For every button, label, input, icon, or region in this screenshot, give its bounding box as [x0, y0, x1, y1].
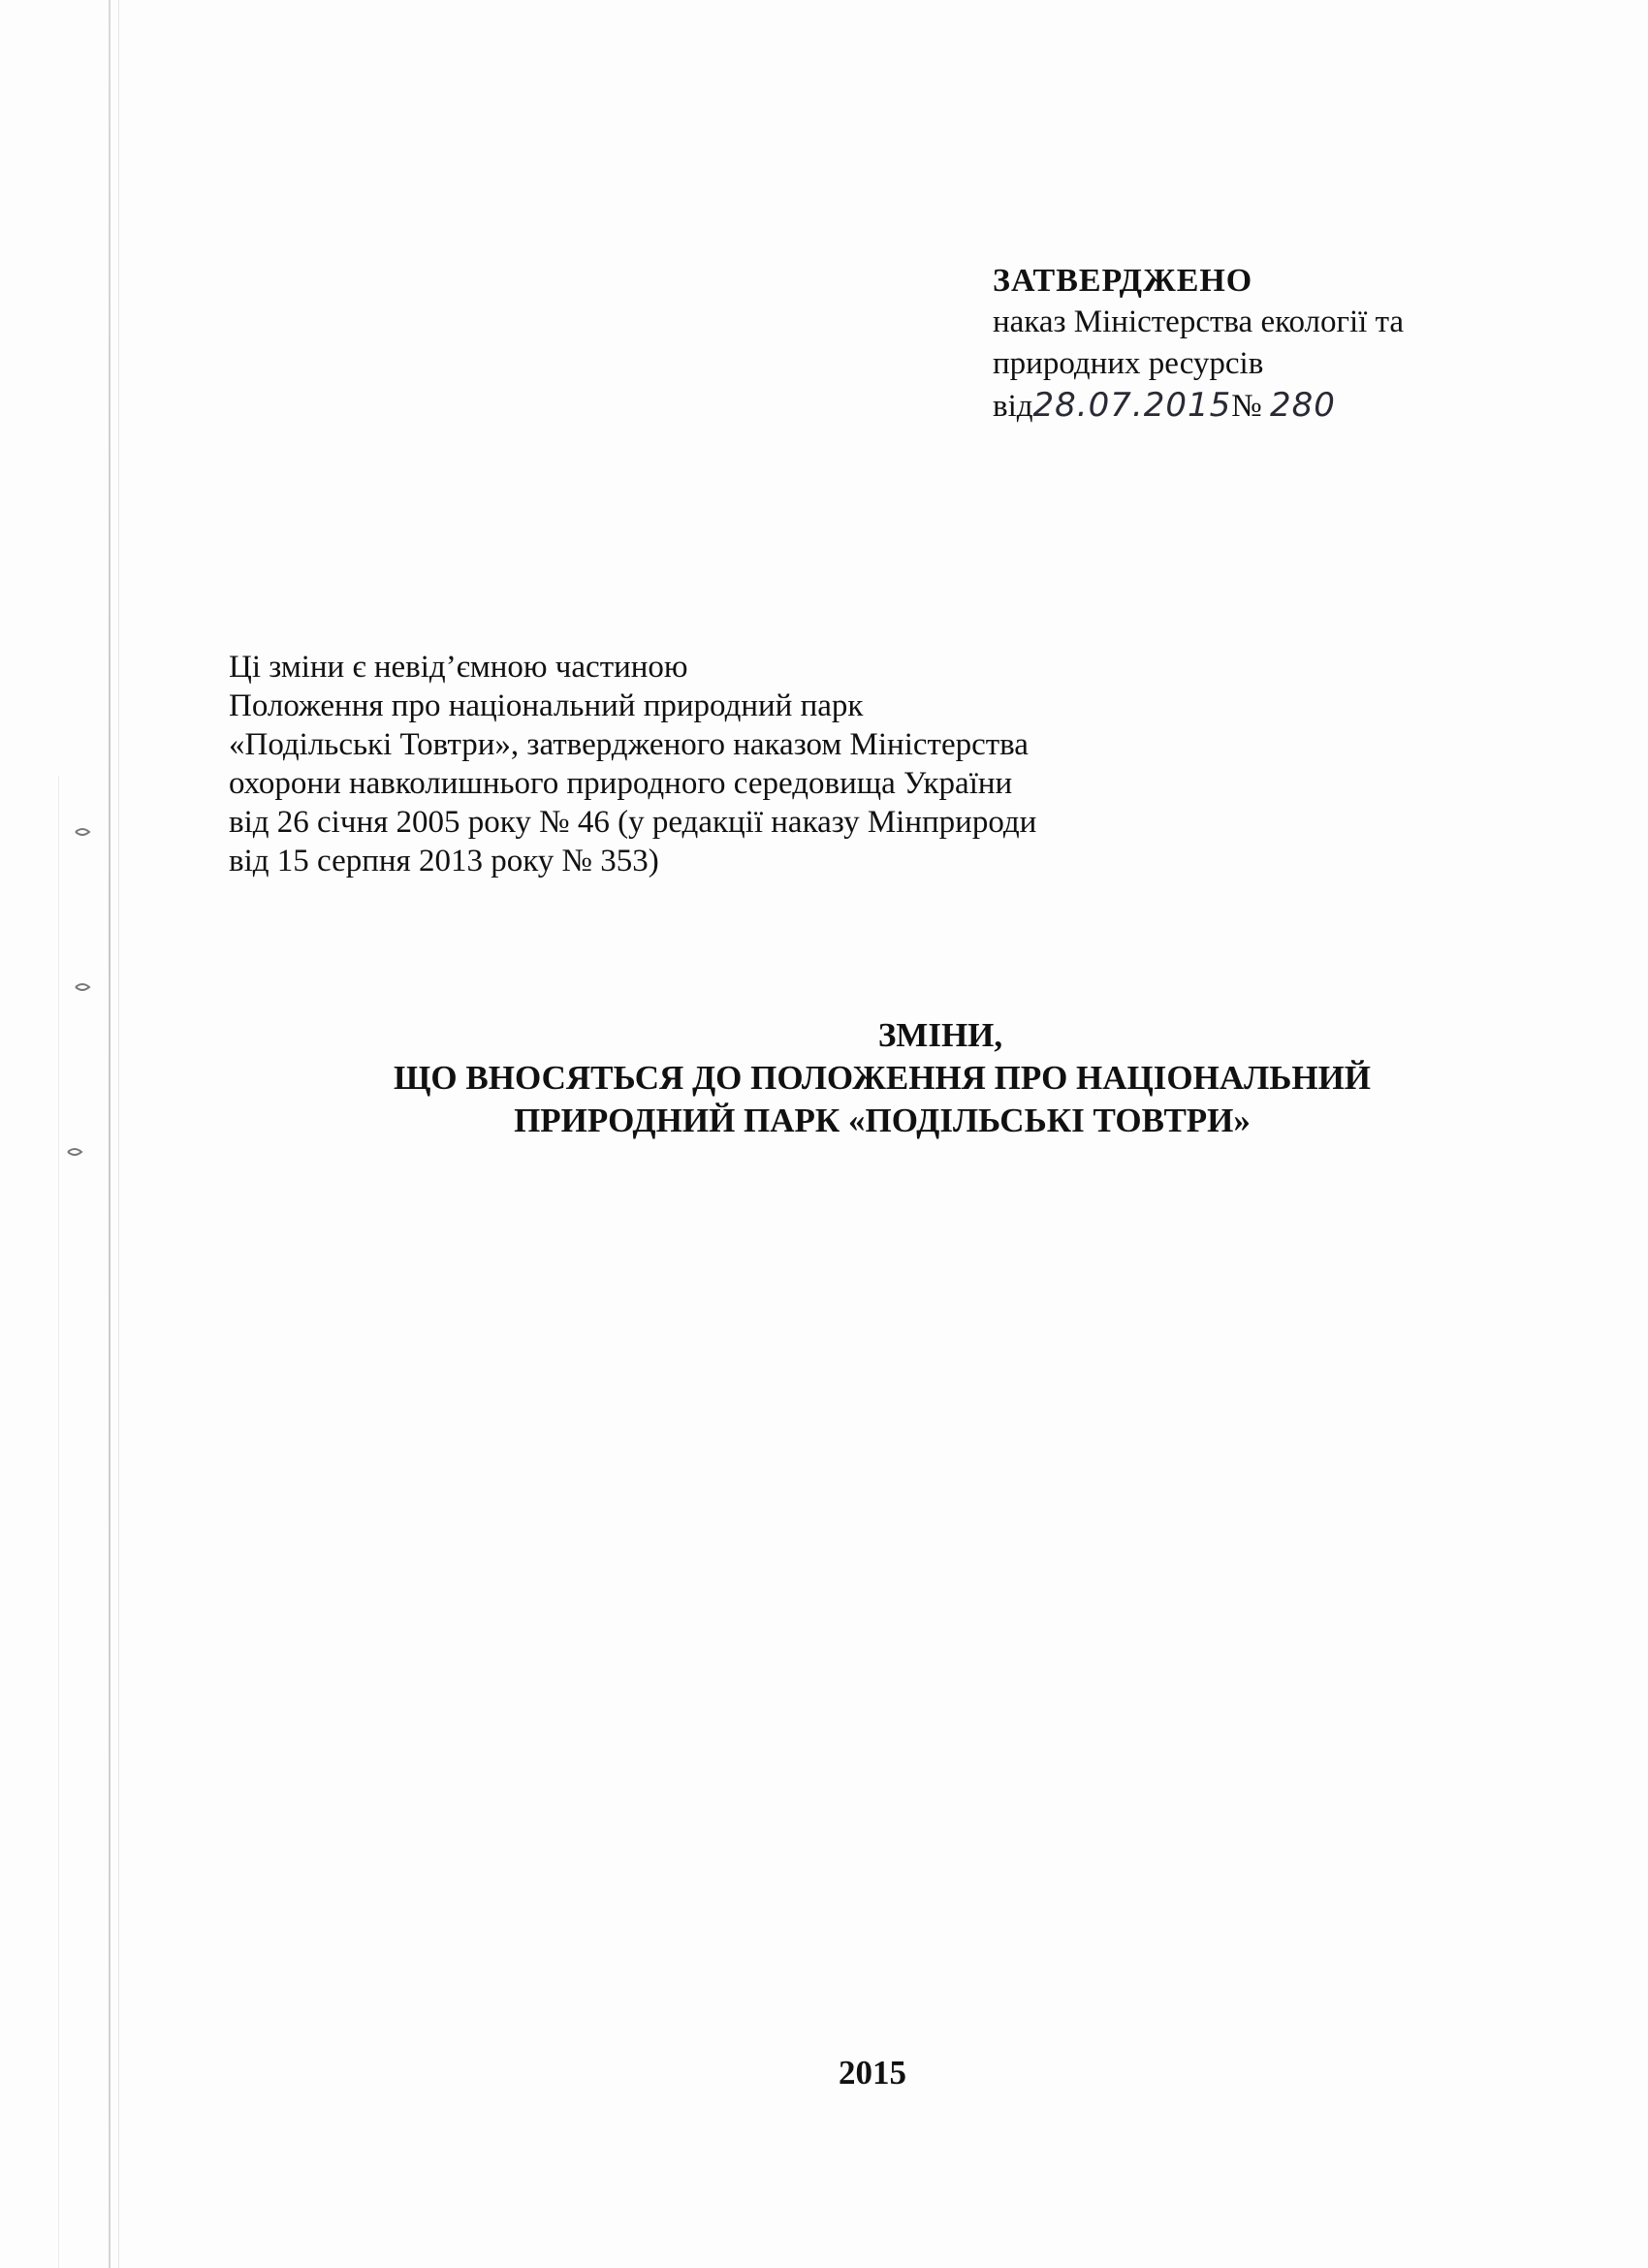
approval-date-line: [993, 385, 1613, 428]
staple-icon: [66, 1146, 83, 1156]
binding-edge: [109, 0, 111, 2268]
note-line: Ці зміни є невід’ємною частиною: [229, 650, 688, 685]
staple-icon: [74, 981, 91, 991]
note-line: Положення про національний природний парк: [229, 688, 864, 723]
document-heading: [252, 1014, 1512, 1142]
heading-line-changes: ЗМІНИ,: [877, 1016, 1003, 1054]
note-line: від 15 серпня 2013 року № 353): [229, 844, 659, 878]
note-line: «Подільські Товтри», затвердженого наказом Міністерства: [229, 727, 1029, 762]
integral-part-note: [229, 648, 1295, 880]
heading-line-subject: ЩО ВНОСЯТЬСЯ ДО ПОЛОЖЕННЯ ПРО НАЦІОНАЛЬНИЙ: [393, 1059, 1372, 1097]
number-sign: №: [1231, 389, 1262, 424]
document-year: 2015: [839, 2054, 906, 2092]
approval-title: ЗАТВЕРДЖЕНО: [993, 263, 1253, 299]
staple-icon: [74, 826, 91, 836]
note-line: охорони навколишнього природного середовища України: [229, 766, 1013, 801]
approval-stamp-block: [993, 260, 1613, 428]
binding-edge-inner: [118, 0, 119, 2268]
handwritten-number: 280: [1269, 386, 1336, 425]
note-line: від 26 січня 2005 року № 46 (у редакції наказу Мінприроди: [229, 805, 1037, 840]
paper-fold-line: [58, 776, 59, 2268]
heading-line-park: ПРИРОДНИЙ ПАРК «ПОДІЛЬСЬКІ ТОВТРИ»: [514, 1102, 1251, 1139]
handwritten-date: 28.07.2015: [1032, 386, 1232, 425]
approval-line-ministry: наказ Міністерства екології та: [993, 304, 1405, 339]
approval-date-prefix: від: [993, 389, 1033, 424]
approval-line-resources: природних ресурсів: [993, 346, 1264, 381]
